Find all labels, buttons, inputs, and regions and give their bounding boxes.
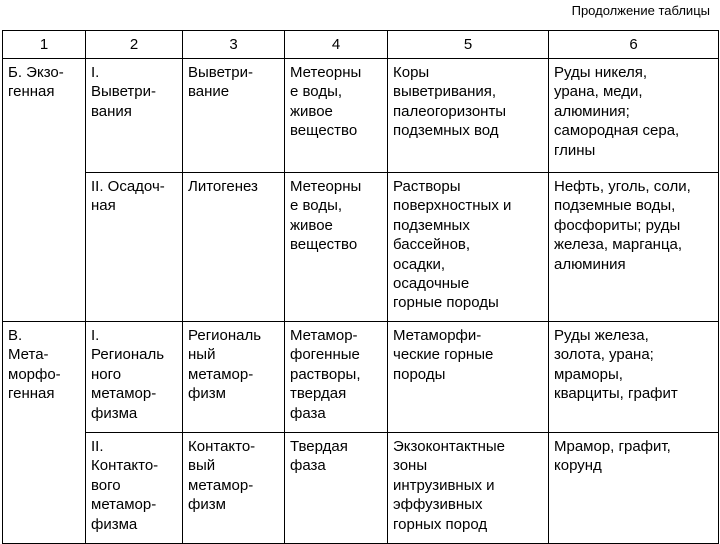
column-number-5: 5 — [388, 31, 549, 59]
column-number-row — [3, 31, 719, 59]
minerals-cell: Руды никеля, урана, меди, алюминия; самородная сера, глины — [549, 59, 719, 173]
source-cell: Коры выветривания, палеогоризонты подземных вод — [388, 59, 549, 173]
genesis-series-cell: II. Контакто- вого метамор- физма — [86, 433, 183, 544]
agent-cell: Метамор- фогенные растворы, твердая фаза — [285, 322, 388, 433]
source-cell: Растворы поверхностных и подземных бассейнов, осадки, осадочные горные породы — [388, 173, 549, 322]
process-cell: Литогенез — [183, 173, 285, 322]
genesis-series-cell: I. Выветри- вания — [86, 59, 183, 173]
minerals-cell: Руды железа, золота, урана; мраморы, кварциты, графит — [549, 322, 719, 433]
source-cell: Экзоконтактные зоны интрузивных и эффузивных горных пород — [388, 433, 549, 544]
agent-cell: Твердая фаза — [285, 433, 388, 544]
column-number-2: 2 — [86, 31, 183, 59]
process-cell: Контакто- вый метамор- физм — [183, 433, 285, 544]
minerals-cell: Нефть, уголь, соли, подземные воды, фосфориты; руды железа, марганца, алюминия — [549, 173, 719, 322]
genesis-group-cell: В. Мета- морфо- генная — [3, 322, 86, 544]
column-number-3: 3 — [183, 31, 285, 59]
table-caption: Продолжение таблицы — [571, 3, 710, 18]
source-cell: Метаморфи- ческие горные породы — [388, 322, 549, 433]
agent-cell: Метеорны е воды, живое вещество — [285, 59, 388, 173]
genesis-group-cell: Б. Экзо- генная — [3, 59, 86, 322]
column-number-1: 1 — [3, 31, 86, 59]
genesis-series-cell: II. Осадоч- ная — [86, 173, 183, 322]
minerals-cell: Мрамор, графит, корунд — [549, 433, 719, 544]
column-number-4: 4 — [285, 31, 388, 59]
genesis-series-cell: I. Региональ ного метамор- физма — [86, 322, 183, 433]
genesis-table — [2, 30, 719, 544]
table-row — [3, 433, 719, 544]
process-cell: Региональ ный метамор- физм — [183, 322, 285, 433]
table-row — [3, 322, 719, 433]
table-row — [3, 173, 719, 322]
column-number-6: 6 — [549, 31, 719, 59]
table-row — [3, 59, 719, 173]
agent-cell: Метеорны е воды, живое вещество — [285, 173, 388, 322]
process-cell: Выветри- вание — [183, 59, 285, 173]
